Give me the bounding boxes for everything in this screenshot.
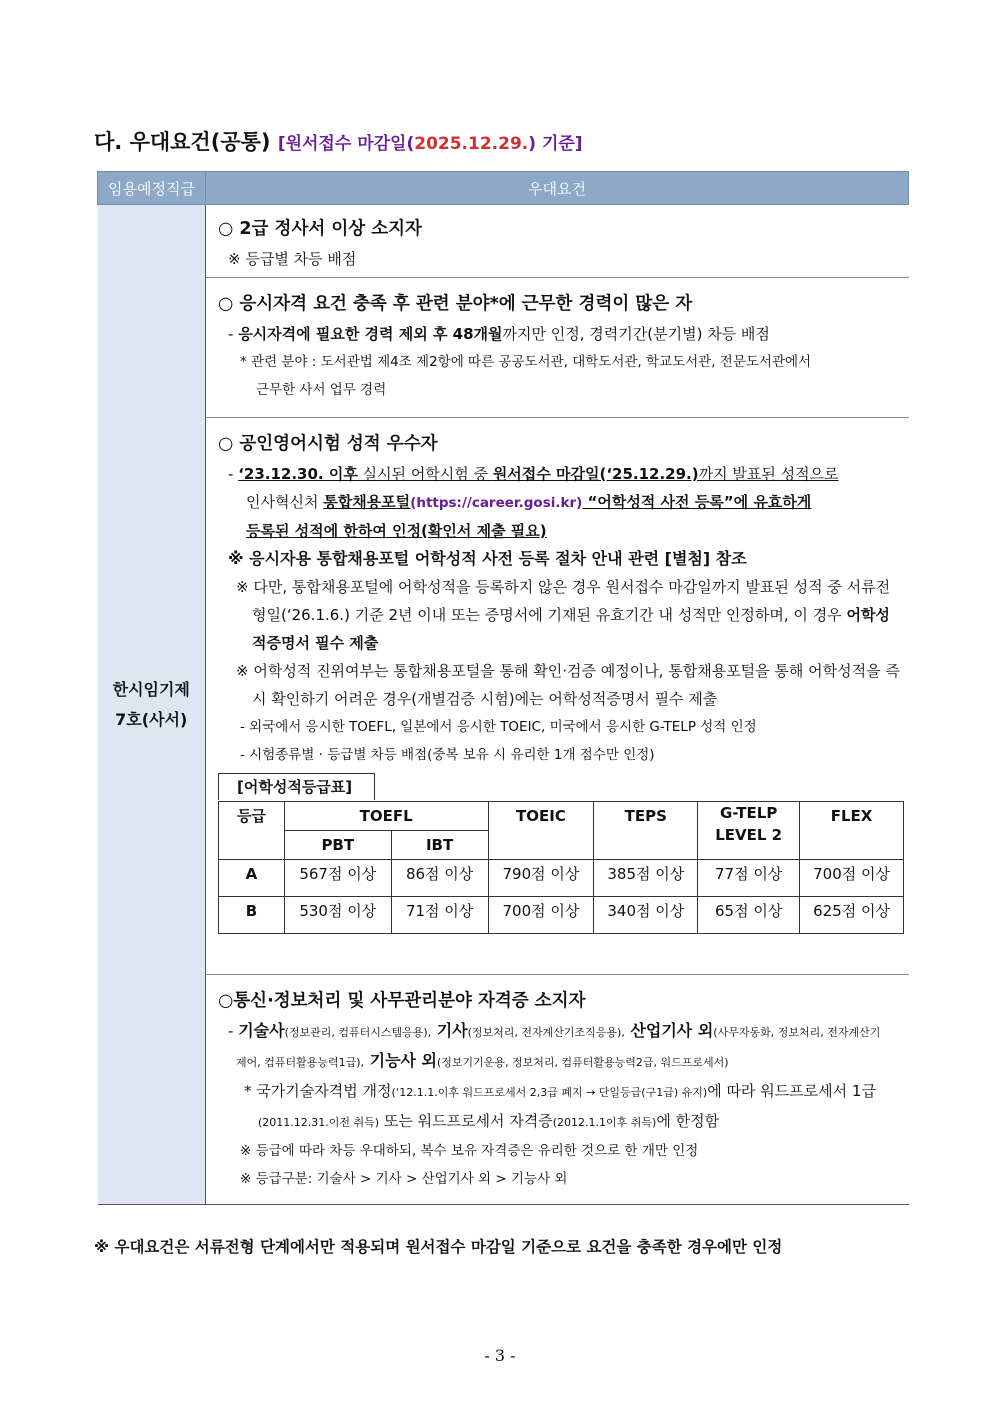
section-career: ○ 응시자격 요건 충족 후 관련 분야*에 근무한 경력이 많은 자 - 응시자격에 필요한 경력 제외 후 48개월까지만 인정, 경력기간(분기별) 차등 배점 * 관련 분야 : 도서관법 제4조 제2항에 따른 공공도서관, 대학도서관, 학교도서관, 전문도서관에서 근무한 사서 업무 경력: [206, 277, 909, 417]
footer-note: ※ 우대요건은 서류전형 단계에서만 적용되며 원서접수 마감일 기준으로 요건을 충족한 경우에만 인정: [94, 1238, 783, 1256]
grade-header: 등급: [219, 802, 285, 860]
header-preference: 우대요건: [206, 172, 909, 205]
section-title: [94, 126, 583, 156]
header-position: 임용예정직급: [98, 172, 206, 205]
position-cell: 한시임기제 7호(사서): [98, 205, 206, 1205]
grade-row-b: B 530점 이상 71점 이상 700점 이상 340점 이상 65점 이상 625점 이상: [219, 897, 904, 934]
flex-header: FLEX: [800, 802, 904, 860]
section-certificates: ○통신·정보처리 및 사무관리분야 자격증 소지자 - 기술사(정보관리, 컴퓨터시스템응용), 기사(정보처리, 전자계산기조직응용), 산업기사 외(사무자동화, 정보처리, 전자계산기 제어, 컴퓨터활용능력1급), 기능사 외(정보기기운용, 정보처리, 컴퓨터활용능력2급, 워드프로세서) * 국가기술자격법 개정(‘12.1.1.이후 워드프로세서 2,3급 폐지 → 단일등급(구1급) 유지)에 따라 워드프로세서 1급 (2011.12.31.이전 취득) 또는 워드프로세서 자격증(2012.1.1이후 취득)에 한정함 ※ 등급에 따라 차등 우대하되, 복수 보유 자격증은 유리한 것으로 한 개만 인정 ※ 등급구분: 기술사 > 기사 > 산업기사 외 > 기능사 외: [206, 974, 909, 1204]
section-english: ○ 공인영어시험 성적 우수자 - ‘23.12.30. 이후 실시된 어학시험 중 원서접수 마감일(‘25.12.29.)까지 발표된 성적으로 인사혁신처 통합채용포털(https://career.gosi.kr) “어학성적 사전 등록”에 유효하게 등록된 성적에 한하여 인정(확인서 제출 필요) ※ 응시자용 통합채용포털 어학성적 사전 등록 절차 안내 관련 [별첨] 참조 ※ 다만, 통합채용포털에 어학성적을 등록하지 않은 경우 원서접수 마감일까지 발표된 성적 중 서류전형일(‘26.1.6.) 기준 2년 이내 또는 증명서에 기재된 유효기간 내 성적만 인정하며, 이 경우 어학성적증명서 필수 제출 ※ 어학성적 진위여부는 통합채용포털을 통해 확인·검증 예정이나, 통합채용포털을 통해 어학성적을 즉시 확인하기 어려운 경우(개별검증 시험)에는 어학성적증명서 필수 제출 - 외국에서 응시한 TOEFL, 일본에서 응시한 TOEIC, 미국에서 응시한 G-TELP 성적 인정 - 시험종류별 · 등급별 차등 배점(중복 보유 시 유리한 1개 점수만 인정) [어학성적등급표] 등급 TOEFL TOEIC TEPS G-TELP LEVEL 2 FLEX PBT IBT A 567점 이상 86점 이상 790점 이상 385점 이상 77점 이상 700점 이상 B 530점 이상 71점 이상 700점 이상 340점 이상 65점 이상 625점 이상: [206, 417, 909, 974]
language-grade-table: [218, 801, 904, 934]
grade-row-a: A 567점 이상 86점 이상 790점 이상 385점 이상 77점 이상 700점 이상: [219, 860, 904, 897]
toeic-header: TOEIC: [488, 802, 594, 860]
teps-header: TEPS: [594, 802, 698, 860]
page-number: - 3 -: [484, 1346, 516, 1365]
deadline-date: 2025.12.29.: [414, 134, 529, 154]
grade-table-caption: [어학성적등급표]: [218, 773, 375, 800]
gtelp-header: G-TELP LEVEL 2: [698, 802, 800, 860]
ibt-header: IBT: [391, 831, 488, 860]
section-title-main: 다. 우대요건(공통): [94, 130, 271, 154]
section-title-sub: [원서접수 마감일(2025.12.29.) 기준]: [277, 134, 583, 154]
preference-cell: [206, 205, 909, 1205]
pbt-header: PBT: [284, 831, 391, 860]
section-librarian: ○ 2급 정사서 이상 소지자 ※ 등급별 차등 배점: [218, 219, 422, 268]
toefl-header: TOEFL: [284, 802, 488, 831]
preference-table: [97, 171, 909, 1205]
career-portal-url[interactable]: (https://career.gosi.kr): [410, 495, 583, 511]
